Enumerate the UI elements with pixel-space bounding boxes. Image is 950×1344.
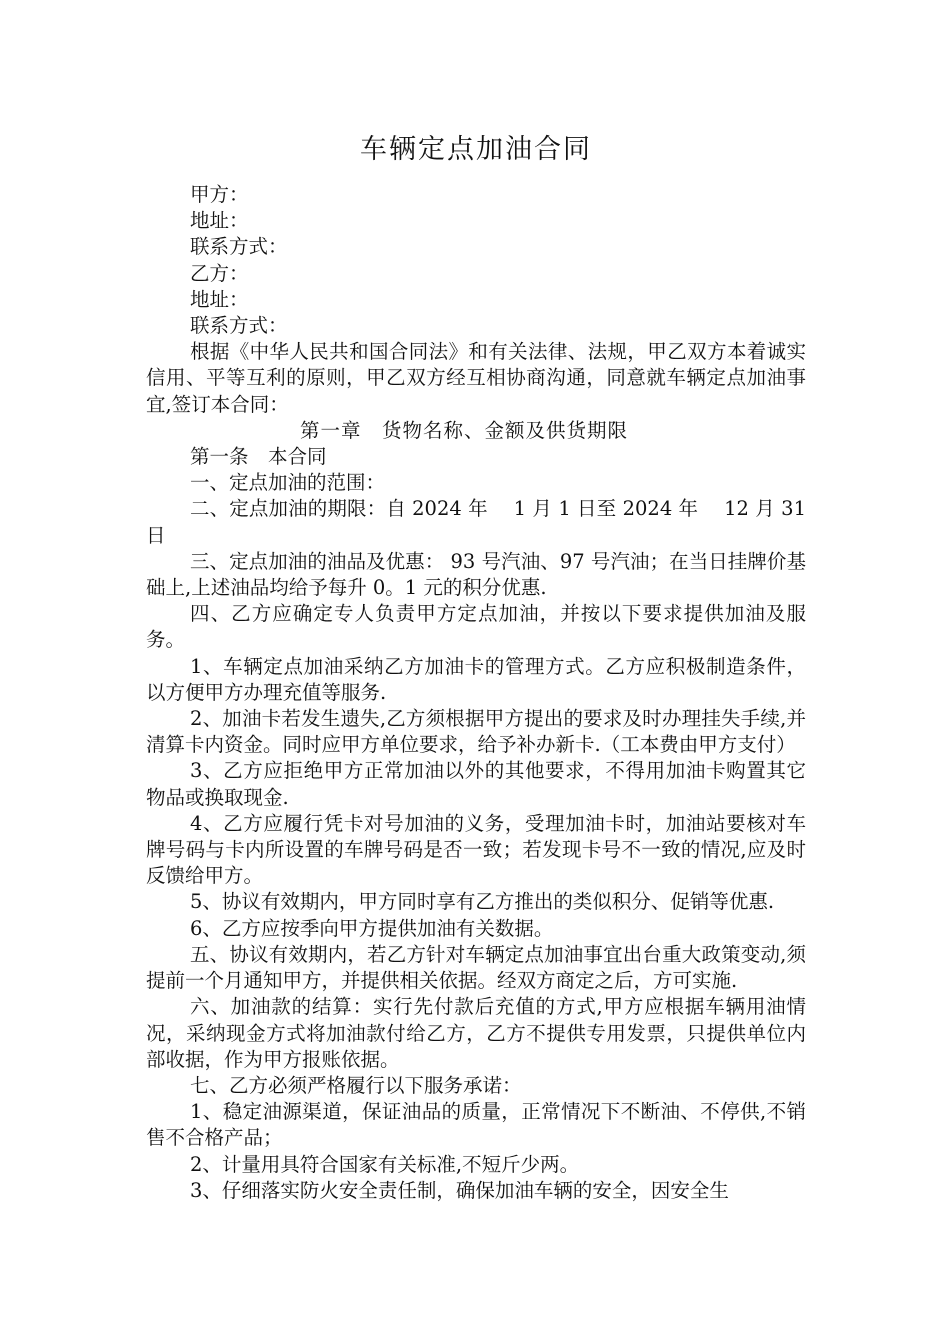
party-a-address-label: 地址： — [190, 209, 249, 233]
party-a-label: 甲方： — [190, 183, 249, 206]
contract-page — [146, 130, 806, 1204]
sub-clause-6: 6、乙方应按季向甲方提供加油有关数据。 — [190, 916, 554, 940]
clause-settlement: 六、加油款的结算：实行先付款后充值的方式,甲方应根据车辆用油情况，采纳现金方式将加油款付给乙方，乙方不提供专用发票，只提供单位内部收据，作为甲方报账依据。 — [146, 995, 806, 1071]
commitment-item-2: 2、计量用具符合国家有关标准,不短斤少两。 — [190, 1152, 580, 1176]
sub-clause-4: 4、乙方应履行凭卡对号加油的义务，受理加油卡时，加油站要核对车牌号码与卡内所设置的车牌号码是否一致；若发现卡号不一致的情况,应及时反馈给甲方。 — [146, 811, 806, 888]
clause-service-commitment: 七、乙方必须严格履行以下服务承诺： — [190, 1073, 522, 1097]
sub-clause-1: 1、车辆定点加油采纳乙方加油卡的管理方式。乙方应积极制造条件，以方便甲方办理充值等服务. — [146, 654, 806, 704]
clause-term: 二、定点加油的期限：自 2024 年 1 月 1 日至 2024 年 12 月 31 日 — [146, 497, 806, 547]
sub-clause-3: 3、乙方应拒绝甲方正常加油以外的其他要求，不得用加油卡购置其它物品或换取现金. — [146, 759, 806, 809]
preamble-paragraph: 根据《中华人民共和国合同法》和有关法律、法规，甲乙双方本着诚实信用、平等互利的原则，甲乙双方经互相协商沟通，同意就车辆定点加油事宜,签订本合同： — [146, 340, 806, 416]
party-b-address-label: 地址： — [190, 287, 249, 311]
clause-service-requirements: 四、乙方应确定专人负责甲方定点加油，并按以下要求提供加油及服务。 — [146, 602, 806, 652]
document-title: 车辆定点加油合同 — [360, 134, 592, 165]
chapter-title: 第一章 货物名称、金额及供货期限 — [300, 418, 629, 442]
party-b-label: 乙方： — [190, 261, 249, 285]
clause-policy-change: 五、协议有效期内，若乙方针对车辆定点加油事宜出台重大政策变动,须提前一个月通知甲方，并提供相关依据。经双方商定之后，方可实施. — [146, 942, 806, 993]
clause-fuel-discount: 三、定点加油的油品及优惠： 93 号汽油、97 号汽油；在当日挂牌价基础上,上述油品均给予每升 0。1 元的积分优惠. — [146, 549, 806, 600]
commitment-item-1: 1、稳定油源渠道，保证油品的质量，正常情况下不断油、不停供,不销售不合格产品； — [146, 1100, 806, 1150]
party-a-contact-label: 联系方式： — [190, 235, 288, 259]
party-b-contact-label: 联系方式： — [190, 314, 288, 338]
sub-clause-2: 2、加油卡若发生遗失,乙方须根据甲方提出的要求及时办理挂失手续,并清算卡内资金。同时应甲方单位要求，给予补办新卡.（工本费由甲方支付） — [146, 707, 806, 757]
commitment-item-3: 3、仔细落实防火安全责任制，确保加油车辆的安全，因安全生 — [190, 1178, 729, 1202]
sub-clause-5: 5、协议有效期内，甲方同时享有乙方推出的类似积分、促销等优惠. — [190, 890, 775, 914]
clause-scope: 一、定点加油的范围： — [190, 471, 386, 495]
article-heading: 第一条 本合同 — [190, 445, 327, 469]
